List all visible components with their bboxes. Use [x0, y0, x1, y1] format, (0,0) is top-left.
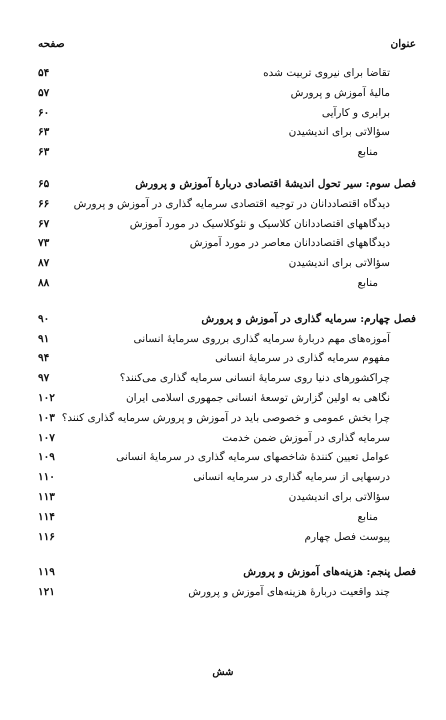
- entry-page-number: ۵۴: [38, 67, 50, 79]
- entry-title: برابری و کارآیی: [321, 106, 390, 119]
- toc-entry: [38, 125, 416, 145]
- entry-title: سؤالاتی برای اندیشیدن: [288, 490, 390, 503]
- entry-page-number: ۱۰۹: [38, 451, 55, 464]
- toc-entry: [38, 332, 416, 352]
- entry-page-number: ۱۱۹: [38, 566, 55, 579]
- toc-entry: [38, 411, 416, 431]
- toc-entry: [38, 197, 416, 217]
- entry-page-number: ۱۰۷: [38, 431, 55, 444]
- toc-entry: [38, 371, 416, 391]
- entry-page-number: ۵۷: [38, 86, 50, 99]
- table-of-contents: [38, 66, 416, 605]
- entry-title: سرمایه گذاری در آموزش ضمن خدمت: [222, 431, 390, 444]
- title-column-heading: عنوان: [390, 38, 416, 50]
- entry-page-number: ۹۱: [38, 332, 50, 345]
- entry-title: چرا بخش عمومی و خصوصی باید در آموزش و پرورش سرمایه گذاری کنند؟: [61, 411, 390, 424]
- entry-page-number: ۱۱۶: [38, 530, 55, 543]
- entry-title: نگاهی به اولین گزارش توسعهٔ انسانی جمهوری اسلامی ایران: [125, 391, 390, 404]
- toc-entry: [38, 236, 416, 256]
- entry-page-number: ۱۰۲: [38, 391, 55, 404]
- entry-page-number: ۱۱۰: [38, 471, 55, 484]
- entry-title: درسهایی از سرمایه گذاری در سرمایه انسانی: [193, 471, 390, 484]
- entry-title: دیدگاه اقتصاددانان در توجیه اقتصادی سرمایه گذاری در آموزش و پرورش: [73, 197, 390, 210]
- toc-entry: [38, 450, 416, 470]
- entry-title: دیدگاههای اقتصاددانان معاصر در مورد آموزش: [189, 237, 390, 250]
- entry-title: مالیهٔ آموزش و پرورش: [290, 86, 390, 99]
- entry-title: دیدگاههای اقتصاددانان کلاسیک و نئوکلاسیک در مورد آموزش: [129, 217, 390, 230]
- entry-page-number: ۸۸: [38, 276, 50, 289]
- toc-entry: [38, 585, 416, 605]
- toc-entry: [38, 490, 416, 510]
- entry-page-number: ۹۷: [38, 372, 50, 385]
- section-spacer: [38, 549, 416, 565]
- toc-entry: [38, 66, 416, 86]
- entry-title: منابع: [357, 146, 378, 159]
- toc-entry: [38, 86, 416, 106]
- section-spacer: [38, 165, 416, 177]
- toc-entry: [38, 217, 416, 237]
- entry-title: چراکشورهای دنیا روی سرمایهٔ انسانی سرمایه گذاری می‌کنند؟: [119, 372, 390, 385]
- entry-title: مفهوم سرمایه گذاری در سرمایهٔ انسانی: [215, 352, 390, 365]
- entry-title: آموزه‌های مهم دربارهٔ سرمایه گذاری برروی سرمایهٔ انسانی: [133, 332, 390, 345]
- page-number: شش: [212, 667, 234, 678]
- toc-entry: [38, 510, 416, 530]
- entry-title: چند واقعیت دربارهٔ هزینه‌های آموزش و پرورش: [188, 586, 390, 599]
- entry-title: منابع: [357, 276, 378, 289]
- toc-entry: [38, 276, 416, 296]
- entry-title: تقاضا برای نیروی تربیت شده: [263, 67, 390, 79]
- entry-page-number: ۷۳: [38, 237, 50, 250]
- entry-title: منابع: [357, 510, 378, 523]
- entry-title: پیوست فصل چهارم: [304, 530, 390, 543]
- toc-header: [38, 38, 416, 54]
- entry-title: فصل سوم: سیر تحول اندیشهٔ اقتصادی دربارهٔ آموزش و پرورش: [135, 177, 416, 190]
- entry-page-number: ۶۰: [38, 106, 50, 119]
- entry-page-number: ۱۱۴: [38, 510, 55, 523]
- entry-page-number: ۱۲۱: [38, 586, 55, 599]
- entry-title: فصل پنجم: هزینه‌های آموزش و پرورش: [243, 566, 416, 579]
- entry-title: سؤالاتی برای اندیشیدن: [288, 126, 390, 139]
- toc-entry: [38, 470, 416, 490]
- entry-page-number: ۶۷: [38, 217, 50, 230]
- chapter-entry: [38, 177, 416, 197]
- toc-entry: [38, 145, 416, 165]
- entry-page-number: ۱۰۳: [38, 411, 55, 424]
- page-column-heading: صفحه: [38, 38, 65, 50]
- entry-page-number: ۸۷: [38, 257, 50, 270]
- section-spacer: [38, 296, 416, 312]
- entry-page-number: ۹۴: [38, 352, 50, 365]
- entry-page-number: ۶۳: [38, 126, 50, 139]
- toc-entry: [38, 530, 416, 550]
- toc-entry: [38, 391, 416, 411]
- entry-title: عوامل تعیین کنندهٔ شاخصهای سرمایه گذاری در سرمایهٔ انسانی: [116, 451, 390, 464]
- toc-entry: [38, 431, 416, 451]
- toc-entry: [38, 256, 416, 276]
- entry-page-number: ۱۱۳: [38, 490, 55, 503]
- entry-page-number: ۹۰: [38, 312, 50, 325]
- entry-page-number: ۶۵: [38, 177, 50, 190]
- entry-page-number: ۶۶: [38, 197, 50, 210]
- toc-entry: [38, 351, 416, 371]
- entry-title: فصل چهارم: سرمایه گذاری در آموزش و پرورش: [201, 312, 416, 325]
- entry-title: سؤالاتی برای اندیشیدن: [288, 257, 390, 270]
- chapter-entry: [38, 565, 416, 585]
- toc-entry: [38, 106, 416, 126]
- chapter-entry: [38, 312, 416, 332]
- entry-page-number: ۶۳: [38, 146, 50, 159]
